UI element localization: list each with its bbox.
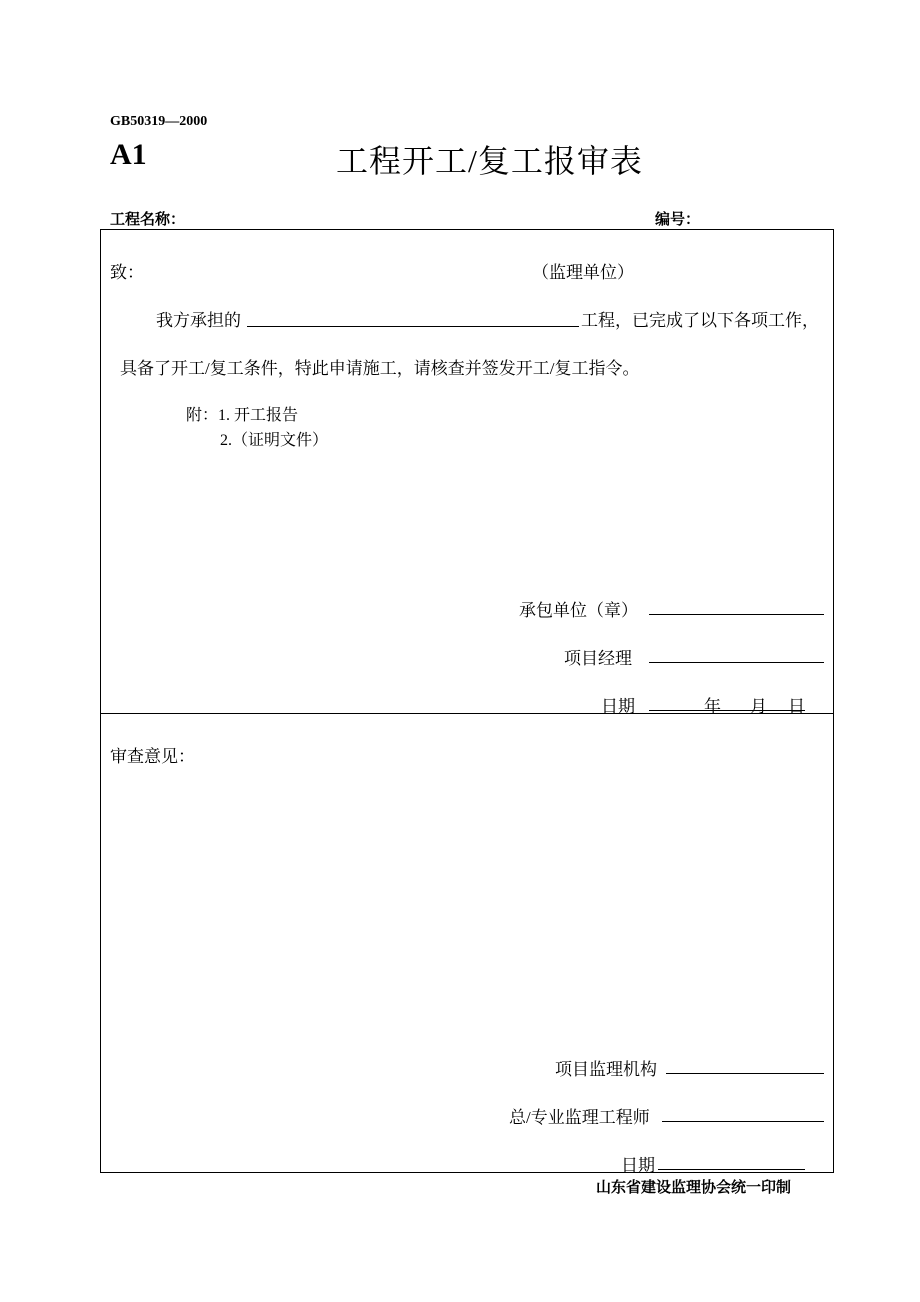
supervision-agency-label: 项目监理机构 [555,1060,657,1079]
chief-engineer-label: 总/专业监理工程师 [509,1108,650,1127]
attachment-item-2: 2.（证明文件） [220,432,329,449]
attachment-item-1: 附：1. 开工报告 [186,407,299,424]
chief-engineer-blank[interactable] [662,1121,824,1122]
project-name-blank[interactable] [247,326,579,327]
project-name-label: 工程名称： [110,210,186,228]
day-label: 日 [788,697,805,716]
review-date-label: 日期 [621,1156,655,1175]
contractor-blank[interactable] [649,614,824,615]
undertake-suffix: 工程，已完成了以下各项工作， [581,311,819,330]
contractor-label: 承包单位（章） [519,601,638,620]
application-date-blank[interactable] [649,710,805,711]
project-manager-label: 项目经理 [564,649,632,668]
conditions-statement: 具备了开工/复工条件，特此申请施工，请核查并签发开工/复工指令。 [120,359,640,378]
standard-code: GB50319—2000 [110,114,208,129]
to-label: 致： [110,263,144,282]
review-opinion-label: 审查意见： [110,747,195,766]
year-label: 年 [704,697,721,716]
printer-credit: 山东省建设监理协会统一印制 [596,1178,792,1196]
undertake-prefix: 我方承担的 [156,311,241,330]
serial-number-label: 编号： [655,210,701,228]
form-id: A1 [110,138,147,171]
supervisor-unit-label: （监理单位） [532,263,634,282]
page-title: 工程开工/复工报审表 [336,143,643,179]
month-label: 月 [750,697,767,716]
review-date-blank[interactable] [658,1169,805,1170]
project-manager-blank[interactable] [649,662,824,663]
supervision-agency-blank[interactable] [666,1073,824,1074]
section-divider [100,713,834,714]
application-date-label: 日期 [601,697,635,716]
